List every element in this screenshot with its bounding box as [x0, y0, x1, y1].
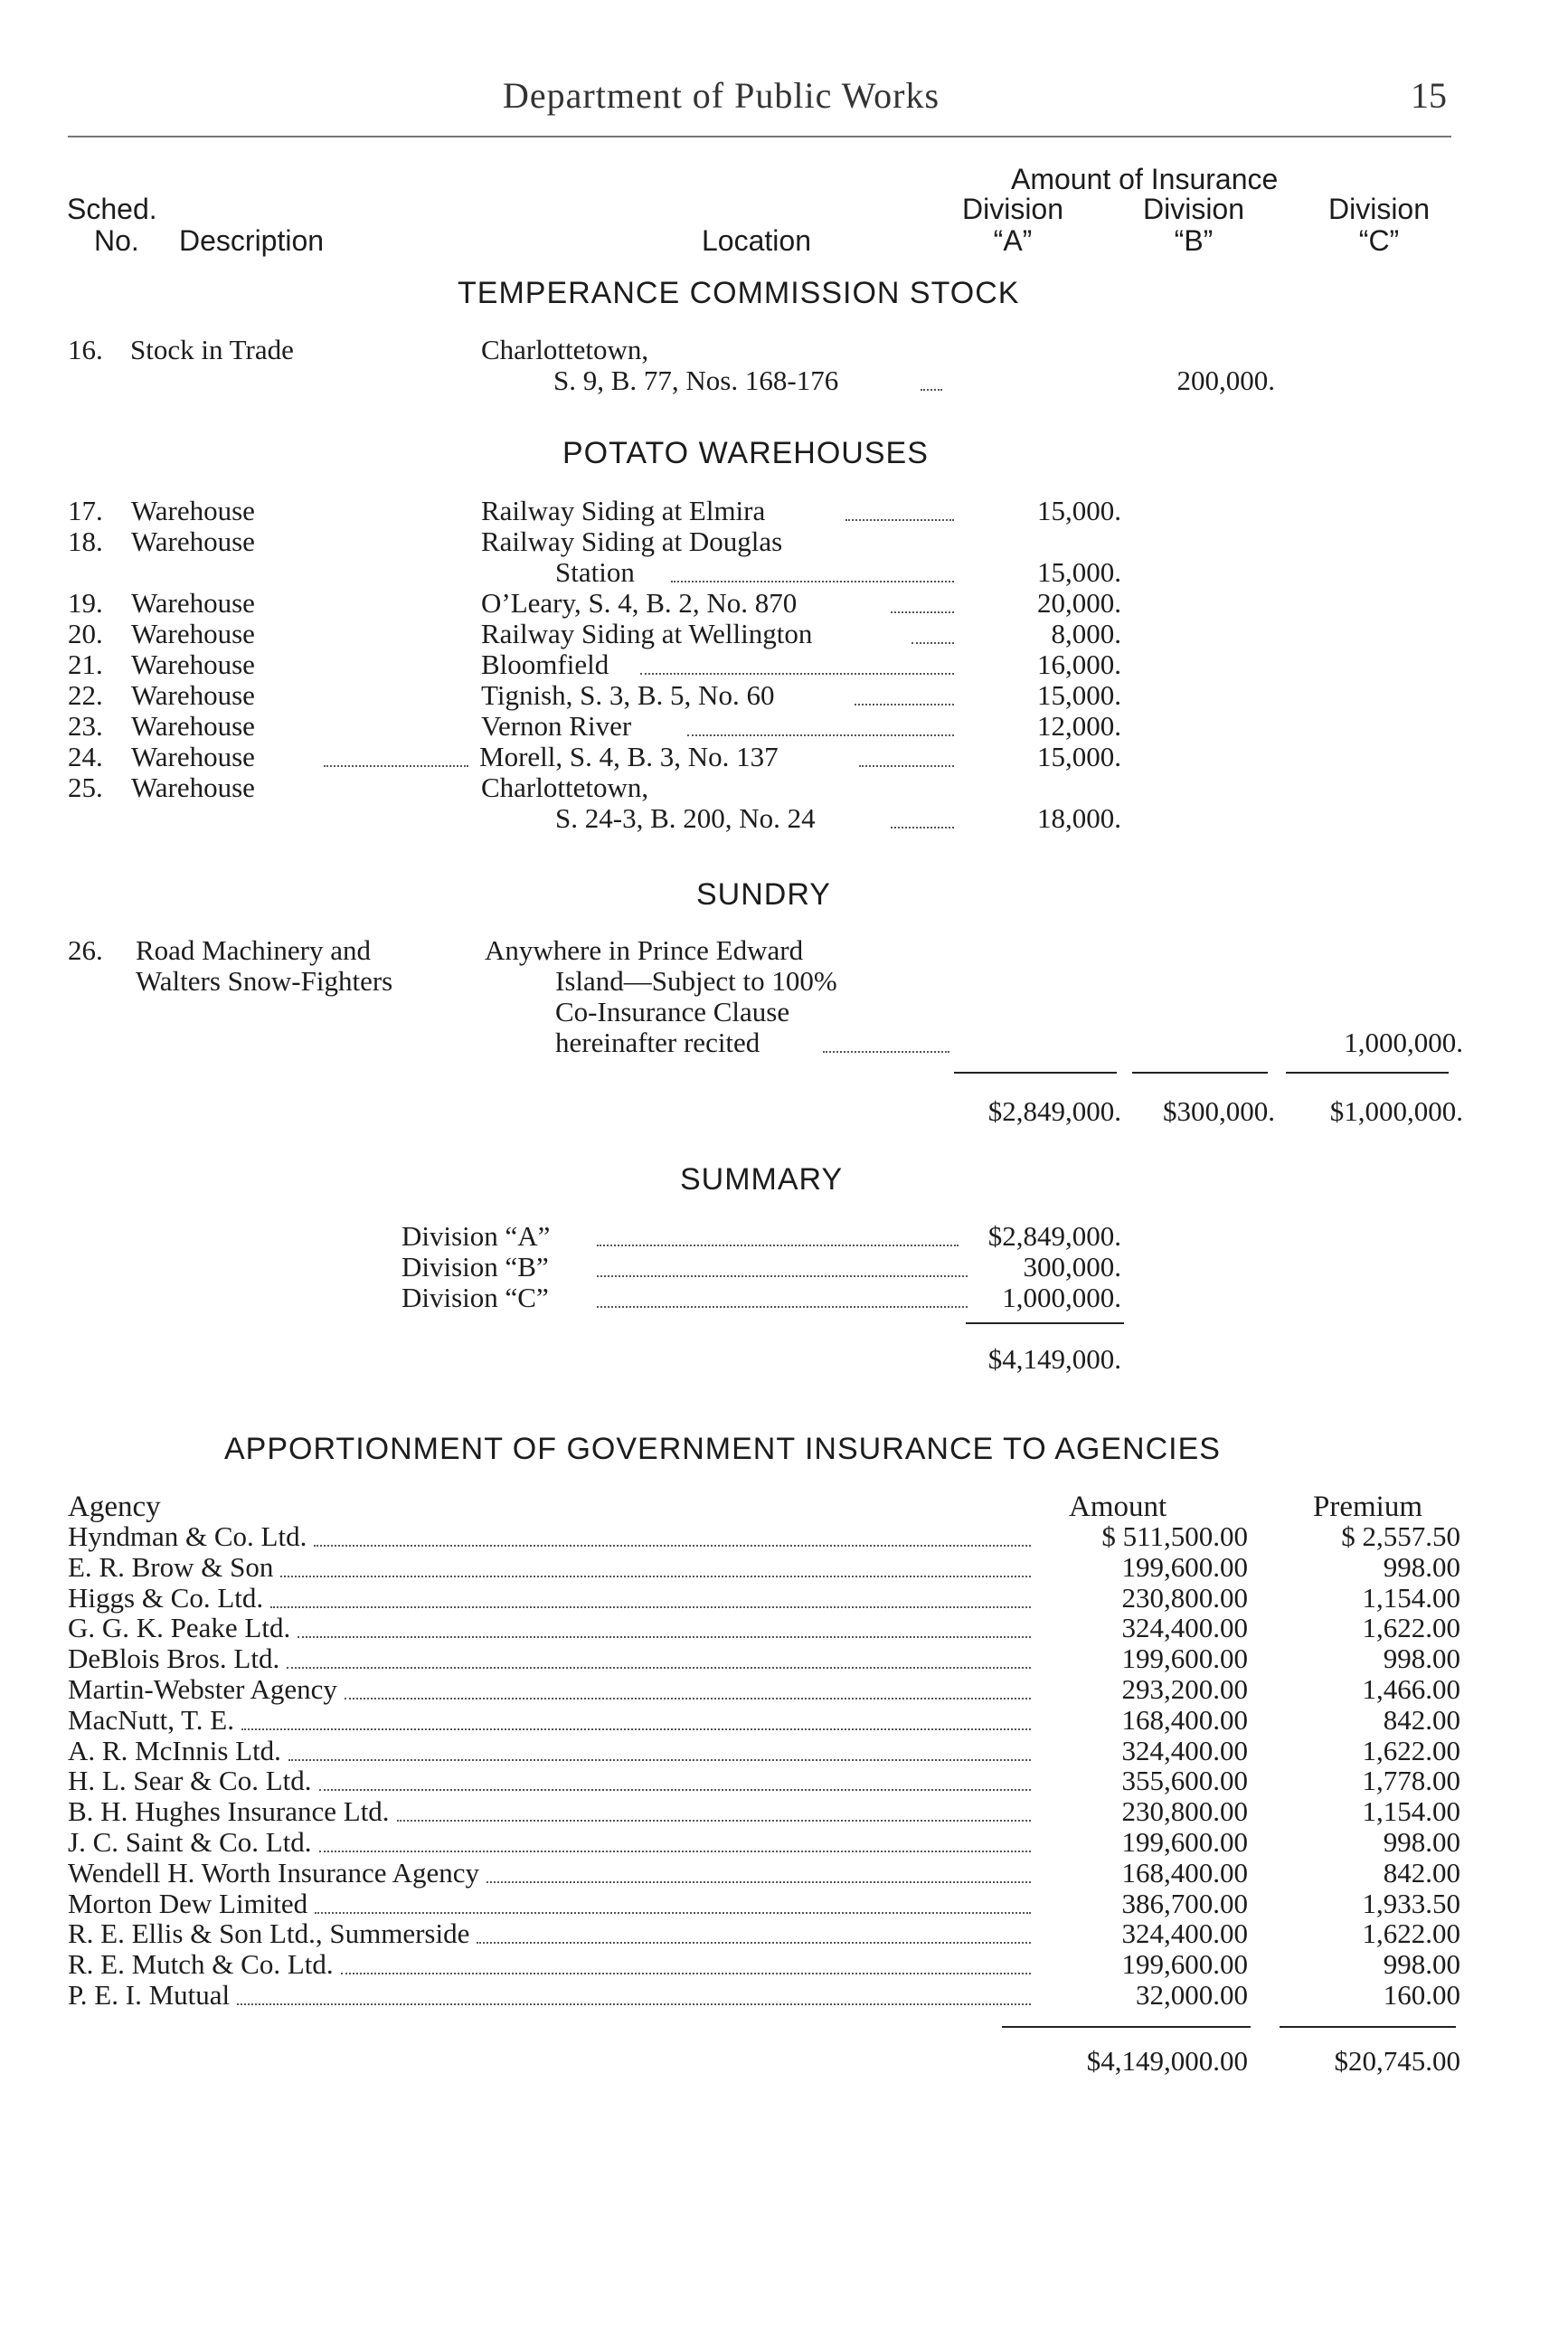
- agency-amount: 168,400.00: [1121, 1857, 1248, 1889]
- no-header: No.: [94, 224, 139, 257]
- division-a-amount: 15,000.: [1037, 679, 1121, 711]
- division-a-letter: “A”: [993, 224, 1033, 257]
- dot-leader: [921, 389, 942, 391]
- agency-name: R. E. Mutch & Co. Ltd.: [68, 1948, 334, 1980]
- sched-number: 23.: [68, 710, 103, 742]
- division-a-amount: 15,000.: [1037, 741, 1121, 772]
- division-c-header: Division: [1327, 193, 1431, 225]
- dot-leader: [345, 1698, 1031, 1699]
- row-description: Warehouse: [131, 741, 255, 772]
- description-header: Description: [179, 224, 325, 257]
- agency-name: G. G. K. Peake Ltd.: [68, 1612, 291, 1643]
- agency-name: A. R. McInnis Ltd.: [68, 1735, 281, 1766]
- dot-leader: [280, 1576, 1031, 1577]
- section-heading-temperance: TEMPERANCE COMMISSION STOCK: [458, 276, 1020, 310]
- amount-header: Amount: [1069, 1491, 1167, 1523]
- agency-amount-total: $4,149,000.00: [1086, 2045, 1248, 2077]
- agency-premium: 1,622.00: [1362, 1917, 1460, 1949]
- row-location-line: Charlottetown,: [481, 772, 649, 803]
- agency-premium: 998.00: [1383, 1551, 1460, 1583]
- sched-number: 25.: [68, 772, 103, 803]
- section-heading-sundry: SUNDRY: [696, 877, 831, 912]
- agency-premium: 1,622.00: [1362, 1612, 1460, 1643]
- dot-leader: [288, 1759, 1031, 1761]
- section-heading-summary: SUMMARY: [680, 1162, 844, 1197]
- sched-number: 19.: [68, 587, 103, 619]
- total-rule-b: [1132, 1072, 1268, 1074]
- sched-header: Sched.: [67, 193, 157, 225]
- agency-premium: $ 2,557.50: [1341, 1520, 1460, 1552]
- division-b-total: $300,000.: [1163, 1095, 1275, 1127]
- row-description: Stock in Trade: [130, 334, 294, 365]
- agency-amount: 324,400.00: [1121, 1917, 1248, 1949]
- agency-name: Wendell H. Worth Insurance Agency: [68, 1857, 479, 1889]
- row-location-line: Vernon River: [481, 710, 632, 742]
- row-location-line: Railway Siding at Douglas: [481, 525, 783, 557]
- sched-number: 17.: [68, 495, 103, 526]
- summary-label: Division “A”: [401, 1220, 551, 1252]
- division-c-amount: 1,000,000.: [1344, 1027, 1463, 1058]
- division-a-amount: 18,000.: [1037, 802, 1121, 834]
- summary-amount: 1,000,000.: [1002, 1282, 1121, 1313]
- location-header: Location: [702, 224, 811, 257]
- agency-amount: 199,600.00: [1121, 1551, 1248, 1583]
- agency-name: H. L. Sear & Co. Ltd.: [68, 1765, 312, 1796]
- agency-name: E. R. Brow & Son: [68, 1551, 274, 1583]
- division-c-total: $1,000,000.: [1329, 1095, 1463, 1127]
- agency-name: Martin-Webster Agency: [68, 1673, 337, 1705]
- agency-total-rule-amount: [1002, 2026, 1251, 2028]
- agency-name: B. H. Hughes Insurance Ltd.: [68, 1795, 390, 1827]
- division-c-letter: “C”: [1358, 224, 1400, 257]
- agency-amount: 293,200.00: [1121, 1673, 1248, 1705]
- section-heading-potato: POTATO WAREHOUSES: [562, 436, 929, 470]
- agency-amount: 168,400.00: [1121, 1704, 1248, 1736]
- agency-amount: 199,600.00: [1121, 1948, 1248, 1980]
- row-description: Road Machinery and: [136, 934, 371, 966]
- sched-number: 21.: [68, 649, 103, 680]
- row-location-line: hereinafter recited: [555, 1027, 760, 1058]
- section-heading-apportionment: APPORTIONMENT OF GOVERNMENT INSURANCE TO AGENCIES: [224, 1432, 1221, 1466]
- agency-amount: 32,000.00: [1136, 1979, 1248, 2011]
- row-description: Warehouse: [131, 649, 255, 680]
- agency-amount: 324,400.00: [1121, 1612, 1248, 1643]
- total-rule-c: [1286, 1072, 1449, 1074]
- row-location-line: Tignish, S. 3, B. 5, No. 60: [481, 679, 775, 711]
- agency-premium-total: $20,745.00: [1334, 2045, 1460, 2077]
- agency-total-rule-premium: [1280, 2026, 1456, 2028]
- dot-leader: [324, 765, 468, 767]
- dot-leader: [319, 1851, 1031, 1852]
- row-location-line: Co-Insurance Clause: [555, 996, 790, 1027]
- summary-total-rule: [966, 1322, 1124, 1324]
- row-description: Warehouse: [131, 495, 255, 526]
- row-location-line: Charlottetown,: [481, 334, 649, 365]
- dot-leader: [341, 1973, 1031, 1974]
- summary-label: Division “B”: [401, 1251, 549, 1283]
- row-location-line: Station: [555, 556, 635, 588]
- agency-premium: 1,154.00: [1362, 1795, 1460, 1827]
- agency-premium: 842.00: [1383, 1704, 1460, 1736]
- agency-header: Agency: [68, 1491, 161, 1523]
- dot-leader: [314, 1545, 1031, 1547]
- row-location-line: Railway Siding at Wellington: [481, 618, 813, 649]
- agency-premium: 998.00: [1383, 1948, 1460, 1980]
- row-location-line: Island—Subject to 100%: [555, 965, 837, 997]
- division-a-amount: 16,000.: [1037, 649, 1121, 680]
- agency-amount: 230,800.00: [1121, 1582, 1248, 1614]
- summary-amount: 300,000.: [1023, 1251, 1121, 1283]
- division-a-amount: 20,000.: [1037, 587, 1121, 619]
- division-a-amount: 15,000.: [1037, 495, 1121, 526]
- dot-leader: [298, 1636, 1031, 1638]
- agency-name: J. C. Saint & Co. Ltd.: [68, 1826, 312, 1858]
- row-location-line: Morell, S. 4, B. 3, No. 137: [479, 741, 779, 772]
- row-description: Warehouse: [131, 772, 255, 803]
- row-description: Walters Snow-Fighters: [136, 965, 393, 997]
- row-description: Warehouse: [131, 587, 255, 619]
- agency-premium: 1,154.00: [1362, 1582, 1460, 1614]
- row-location-line: Anywhere in Prince Edward: [485, 934, 804, 966]
- agency-amount: 386,700.00: [1121, 1888, 1248, 1919]
- dot-leader: [486, 1881, 1031, 1883]
- amount-of-insurance-heading: Amount of Insurance: [1011, 163, 1279, 195]
- row-description: Warehouse: [131, 679, 255, 711]
- division-a-header: Division: [961, 193, 1064, 225]
- sched-number: 22.: [68, 679, 103, 711]
- agency-name: MacNutt, T. E.: [68, 1704, 234, 1736]
- sched-number: 18.: [68, 525, 103, 557]
- division-b-letter: “B”: [1174, 224, 1214, 257]
- division-a-total: $2,849,000.: [987, 1095, 1121, 1127]
- row-location-line: Bloomfield: [481, 649, 609, 680]
- row-description: Warehouse: [131, 710, 255, 742]
- dot-leader: [477, 1942, 1031, 1944]
- agency-premium: 998.00: [1383, 1826, 1460, 1858]
- agency-premium: 1,622.00: [1362, 1735, 1460, 1766]
- dot-leader: [315, 1912, 1031, 1914]
- row-location-line: Railway Siding at Elmira: [481, 495, 766, 526]
- division-b-amount: 200,000.: [1176, 364, 1275, 396]
- row-description: Warehouse: [131, 525, 255, 557]
- dot-leader: [241, 1728, 1031, 1730]
- agency-amount: 355,600.00: [1121, 1765, 1248, 1796]
- dot-leader: [237, 2003, 1031, 2005]
- premium-header: Premium: [1313, 1491, 1422, 1523]
- agency-name: Higgs & Co. Ltd.: [68, 1582, 264, 1614]
- row-location-line: S. 9, B. 77, Nos. 168-176: [553, 364, 839, 396]
- agency-premium: 842.00: [1383, 1857, 1460, 1889]
- dot-leader: [270, 1606, 1031, 1608]
- header-rule: [68, 136, 1451, 137]
- row-location-line: O’Leary, S. 4, B. 2, No. 870: [481, 587, 798, 619]
- summary-total: $4,149,000.: [987, 1343, 1121, 1375]
- agency-amount: $ 511,500.00: [1101, 1520, 1248, 1552]
- dot-leader: [397, 1820, 1031, 1822]
- summary-amount: $2,849,000.: [987, 1220, 1121, 1252]
- agency-premium: 1,778.00: [1362, 1765, 1460, 1796]
- total-rule-a: [954, 1072, 1117, 1074]
- division-a-amount: 15,000.: [1037, 556, 1121, 588]
- division-b-header: Division: [1142, 193, 1245, 225]
- division-a-amount: 8,000.: [1051, 618, 1121, 649]
- sched-number: 16.: [68, 334, 103, 365]
- sched-number: 24.: [68, 741, 103, 772]
- sched-number: 26.: [68, 934, 103, 966]
- row-description: Warehouse: [131, 618, 255, 649]
- agency-name: P. E. I. Mutual: [68, 1979, 231, 2011]
- agency-name: DeBlois Bros. Ltd.: [68, 1643, 280, 1674]
- agency-amount: 324,400.00: [1121, 1735, 1248, 1766]
- agency-amount: 199,600.00: [1121, 1826, 1248, 1858]
- sched-number: 20.: [68, 618, 103, 649]
- agency-premium: 1,933.50: [1362, 1888, 1460, 1919]
- dot-leader: [287, 1667, 1031, 1669]
- dot-leader: [823, 1051, 949, 1053]
- agency-amount: 199,600.00: [1121, 1643, 1248, 1674]
- summary-label: Division “C”: [401, 1282, 549, 1313]
- agency-premium: 160.00: [1383, 1979, 1460, 2011]
- running-header-title: Department of Public Works: [503, 75, 940, 116]
- agency-amount: 230,800.00: [1121, 1795, 1248, 1827]
- agency-premium: 998.00: [1383, 1643, 1460, 1674]
- agency-name: Hyndman & Co. Ltd.: [68, 1520, 307, 1552]
- agency-name: Morton Dew Limited: [68, 1888, 308, 1919]
- agency-name: R. E. Ellis & Son Ltd., Summerside: [68, 1917, 470, 1949]
- page-number: 15: [1411, 75, 1447, 116]
- row-location-line: S. 24-3, B. 200, No. 24: [555, 802, 816, 834]
- division-a-amount: 12,000.: [1037, 710, 1121, 742]
- agency-premium: 1,466.00: [1362, 1673, 1460, 1705]
- dot-leader: [319, 1789, 1031, 1791]
